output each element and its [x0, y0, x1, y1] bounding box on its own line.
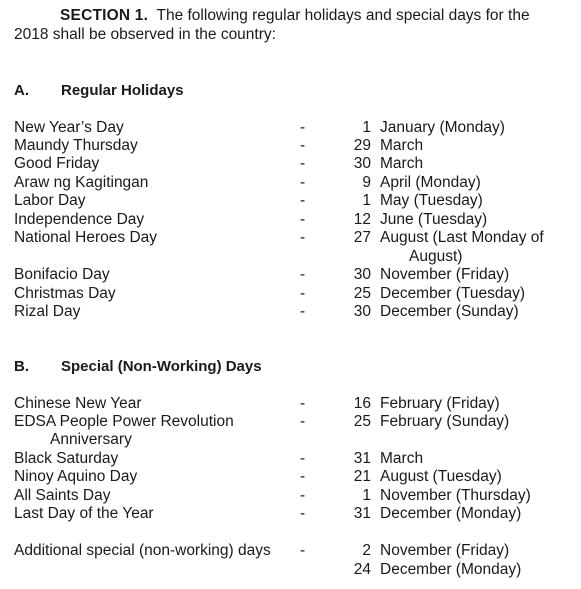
additional-day: 24 — [353, 561, 371, 578]
special-day-date: August (Tuesday) — [380, 468, 502, 485]
additional-date: December (Monday) — [380, 561, 522, 578]
holiday-day: 1 — [362, 119, 371, 136]
holiday-row — [0, 285, 581, 304]
dash-separator: - — [300, 174, 306, 191]
holiday-day: 1 — [362, 192, 371, 209]
holiday-day: 30 — [353, 303, 371, 320]
intro-text-line2: 2018 shall be observed in the country: — [14, 26, 276, 43]
holiday-row — [0, 266, 581, 285]
special-days-heading — [14, 358, 262, 375]
holiday-name: New Year’s Day — [14, 119, 124, 136]
special-day-day: 31 — [353, 505, 371, 522]
holiday-date: March — [380, 155, 424, 172]
special-day-day: 31 — [353, 450, 371, 467]
section-letter-a: A. — [14, 82, 29, 99]
special-day-day: 25 — [353, 413, 371, 430]
holiday-name: Labor Day — [14, 192, 86, 209]
holiday-date: May (Tuesday) — [380, 192, 483, 209]
dash-separator: - — [300, 303, 306, 320]
holiday-date: December (Tuesday) — [380, 285, 526, 302]
dash-separator: - — [300, 229, 306, 246]
section-intro — [14, 6, 579, 44]
holiday-day: 27 — [353, 229, 371, 246]
holiday-date: April (Monday) — [380, 174, 481, 191]
holiday-name: Christmas Day — [14, 285, 116, 302]
holiday-name: Good Friday — [14, 155, 100, 172]
special-day-name: Last Day of the Year — [14, 505, 154, 522]
dash-separator: - — [300, 450, 306, 467]
section-label: SECTION 1. — [60, 7, 149, 24]
holiday-row — [0, 303, 581, 322]
additional-days-name: Additional special (non-working) days — [14, 542, 271, 559]
special-day-row — [0, 450, 581, 469]
special-day-name: EDSA People Power Revolution — [14, 413, 234, 430]
holiday-date: January (Monday) — [380, 119, 505, 136]
special-day-row — [0, 395, 581, 414]
holiday-row — [0, 137, 581, 156]
special-day-name: Black Saturday — [14, 450, 119, 467]
holiday-row — [0, 211, 581, 230]
holiday-date: December (Sunday) — [380, 303, 519, 320]
holiday-date: November (Friday) — [380, 266, 510, 283]
special-days-title: Special (Non-Working) Days — [61, 358, 262, 375]
special-day-name: All Saints Day — [14, 487, 111, 504]
dash-separator: - — [300, 487, 306, 504]
dash-separator: - — [300, 211, 306, 228]
dash-separator: - — [300, 119, 306, 136]
special-day-date: February (Friday) — [380, 395, 500, 412]
dash-separator: - — [300, 505, 306, 522]
dash-separator: - — [300, 266, 306, 283]
holiday-row — [0, 119, 581, 138]
holiday-name: National Heroes Day — [14, 229, 158, 246]
special-day-row — [0, 505, 581, 524]
holiday-day: 30 — [353, 266, 371, 283]
regular-holidays-title: Regular Holidays — [61, 82, 184, 99]
section-letter-b: B. — [14, 358, 29, 375]
dash-separator: - — [300, 468, 306, 485]
special-day-name: Chinese New Year — [14, 395, 142, 412]
holiday-row — [0, 229, 581, 248]
holiday-day: 30 — [353, 155, 371, 172]
special-day-day: 21 — [353, 468, 371, 485]
holiday-day: 29 — [353, 137, 371, 154]
holiday-row — [0, 192, 581, 211]
special-day-row — [0, 487, 581, 506]
special-day-row — [0, 468, 581, 487]
special-day-date: December (Monday) — [380, 505, 522, 522]
special-day-name: Ninoy Aquino Day — [14, 468, 138, 485]
holiday-row — [0, 155, 581, 174]
holiday-date: March — [380, 137, 424, 154]
special-day-day: 1 — [362, 487, 371, 504]
intro-text-line1: The following regular holidays and special days for the — [156, 7, 530, 24]
dash-separator: - — [300, 137, 306, 154]
holiday-name: Bonifacio Day — [14, 266, 110, 283]
holiday-day: 9 — [362, 174, 371, 191]
holiday-name: Araw ng Kagitingan — [14, 174, 149, 191]
holiday-name: Maundy Thursday — [14, 137, 138, 154]
additional-days-row — [0, 561, 581, 580]
holiday-date: June (Tuesday) — [380, 211, 488, 228]
special-day-date: November (Thursday) — [380, 487, 531, 504]
holiday-day: 25 — [353, 285, 371, 302]
holiday-row — [0, 174, 581, 193]
holiday-name: Independence Day — [14, 211, 145, 228]
dash-separator: - — [300, 395, 306, 412]
dash-separator: - — [300, 192, 306, 209]
special-day-date: March — [380, 450, 424, 467]
additional-date: November (Friday) — [380, 542, 510, 559]
special-day-day: 16 — [353, 395, 371, 412]
holiday-day: 12 — [353, 211, 371, 228]
holiday-date: August (Last Monday of — [380, 229, 544, 246]
heroes-day-date-continuation: August) — [409, 248, 463, 265]
dash-separator: - — [300, 413, 306, 430]
dash-separator: - — [300, 285, 306, 302]
additional-days-row — [0, 542, 581, 561]
additional-day: 2 — [362, 542, 371, 559]
special-day-date: February (Sunday) — [380, 413, 510, 430]
dash-separator: - — [300, 155, 306, 172]
special-day-row — [0, 413, 581, 432]
regular-holidays-heading — [14, 82, 184, 99]
edsa-name-continuation: Anniversary — [50, 431, 132, 448]
dash-separator: - — [300, 542, 306, 559]
holiday-name: Rizal Day — [14, 303, 81, 320]
